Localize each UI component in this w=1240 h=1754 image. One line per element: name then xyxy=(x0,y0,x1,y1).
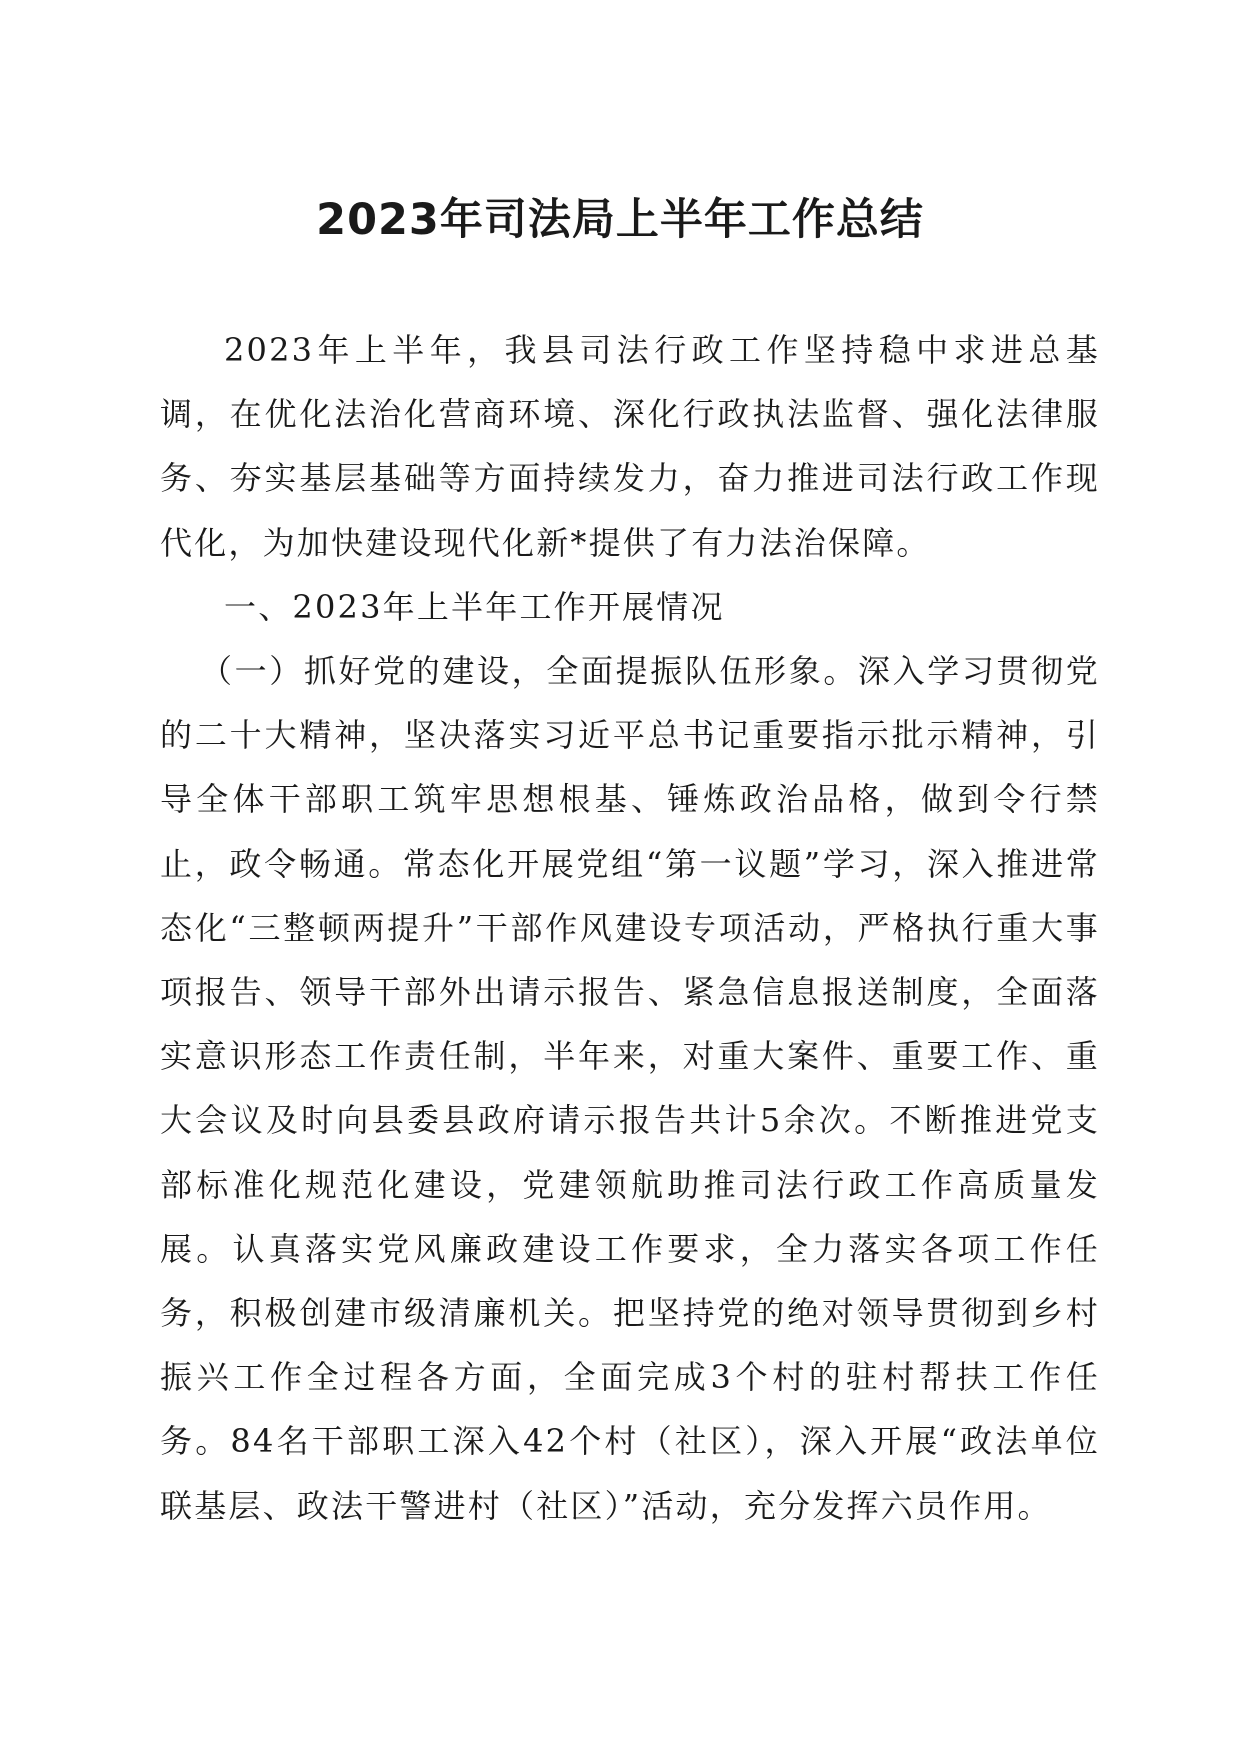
document-title: 2023年司法局上半年工作总结 xyxy=(316,195,924,245)
subsection-paragraph: （一）抓好党的建设，全面提振队伍形象。深入学习贯彻党的二十大精神，坚决落实习近平总书记重要指示批示精神，引导全体干部职工筑牢思想根基、锤炼政治品格，做到令行禁止，政令畅通。常态化开展党组“第一议题”学习，深入推进常态化“三整顿两提升”干部作风建设专项活动，严格执行重大事项报告、领导干部外出请示报告、紧急信息报送制度，全面落实意识形态工作责任制，半年来，对重大案件、重要工作、重大会议及时向县委县政府请示报告共计5余次。不断推进党支部标准化规范化建设，党建领航助推司法行政工作高质量发展。认真落实党风廉政建设工作要求，全力落实各项工作任务，积极创建市级清廉机关。把坚持党的绝对领导贯彻到乡村振兴工作全过程各方面，全面完成3个村的驻村帮扶工作任务。84名干部职工深入42个村（社区），深入开展“政法单位联基层、政法干警进村（社区）”活动，充分发挥六员作用。 xyxy=(160,652,1100,1525)
document-body xyxy=(160,318,1100,1538)
intro-paragraph: 2023年上半年，我县司法行政工作坚持稳中求进总基调，在优化法治化营商环境、深化行政执法监督、强化法律服务、夯实基层基础等方面持续发力，奋力推进司法行政工作现代化，为加快建设现代化新*提供了有力法治保障。 xyxy=(160,331,1100,562)
section-heading: 一、2023年上半年工作开展情况 xyxy=(224,587,725,626)
